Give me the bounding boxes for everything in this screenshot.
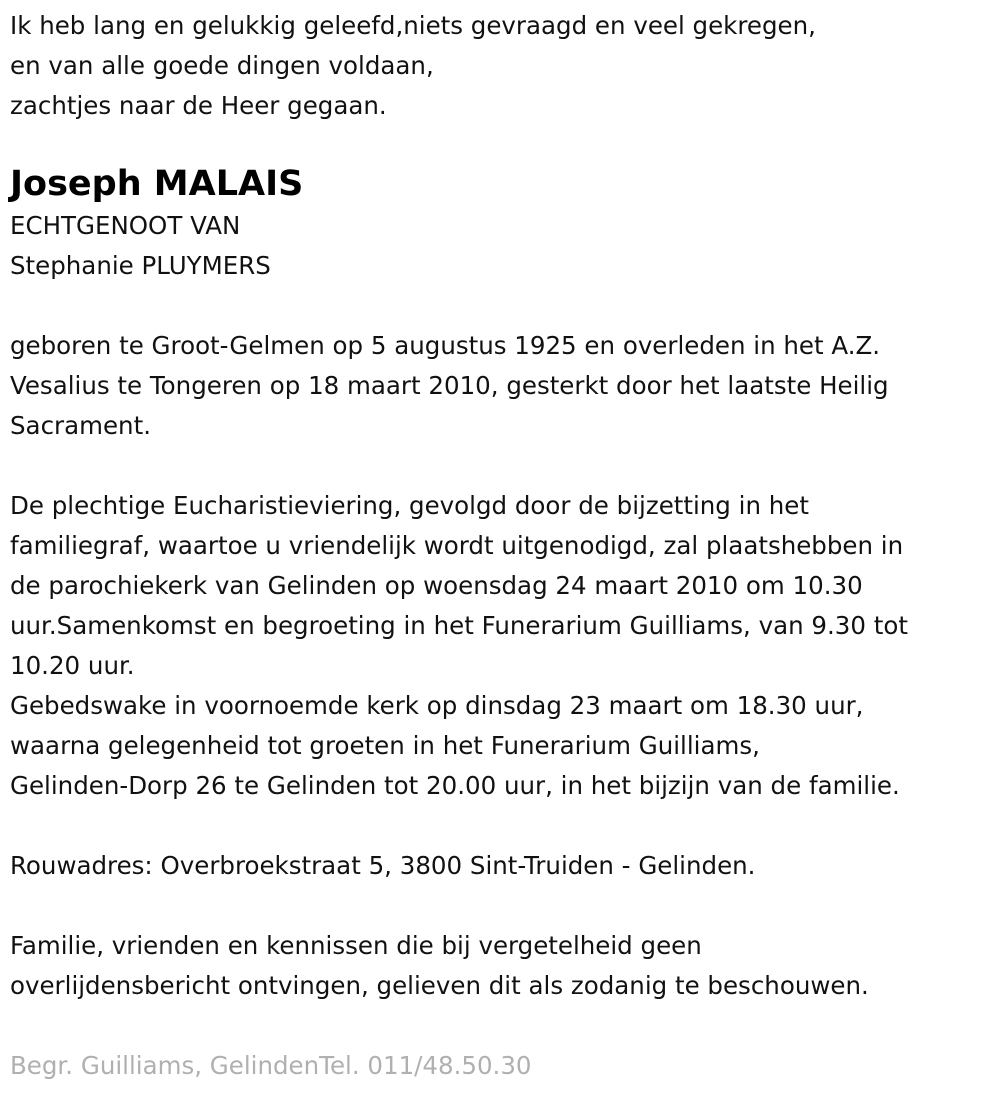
- spacer: [10, 446, 995, 486]
- spacer: [10, 1006, 995, 1046]
- paragraph-line: Gelinden-Dorp 26 te Gelinden tot 20.00 uur, in het bijzijn van de familie.: [10, 771, 900, 800]
- paragraph-line: de parochiekerk van Gelinden op woensdag 24 maart 2010 om 10.30: [10, 571, 863, 600]
- spacer: [10, 806, 995, 846]
- paragraph-line: Gebedswake in voornoemde kerk op dinsdag 23 maart om 18.30 uur,: [10, 691, 864, 720]
- deceased-name: Joseph MALAIS: [10, 164, 304, 204]
- notice-paragraph: [10, 926, 995, 1006]
- paragraph-line: familiegraf, waartoe u vriendelijk wordt uitgenodigd, zal plaatshebben in: [10, 531, 904, 560]
- spacer: [10, 886, 995, 926]
- paragraph-line: Sacrament.: [10, 411, 151, 440]
- funeral-home-footer: Begr. Guilliams, GelindenTel. 011/48.50.30: [10, 1051, 532, 1080]
- birth-death-paragraph: [10, 326, 995, 446]
- mourning-address: Rouwadres: Overbroekstraat 5, 3800 Sint-Truiden - Gelinden.: [10, 851, 756, 880]
- poem-line: zachtjes naar de Heer gegaan.: [10, 91, 387, 120]
- paragraph-line: geboren te Groot-Gelmen op 5 augustus 1925 en overleden in het A.Z.: [10, 331, 881, 360]
- paragraph-line: Familie, vrienden en kennissen die bij vergetelheid geen: [10, 931, 702, 960]
- poem-line: en van alle goede dingen voldaan,: [10, 51, 434, 80]
- paragraph-line: Vesalius te Tongeren op 18 maart 2010, gesterkt door het laatste Heilig: [10, 371, 889, 400]
- ceremony-paragraph: [10, 486, 995, 806]
- paragraph-line: De plechtige Eucharistieviering, gevolgd door de bijzetting in het: [10, 491, 809, 520]
- paragraph-line: waarna gelegenheid tot groeten in het Funerarium Guilliams,: [10, 731, 760, 760]
- relation-label: ECHTGENOOT VAN: [10, 211, 241, 240]
- paragraph-line: overlijdensbericht ontvingen, gelieven dit als zodanig te beschouwen.: [10, 971, 869, 1000]
- spacer: [10, 286, 995, 326]
- paragraph-line: uur.Samenkomst en begroeting in het Funerarium Guilliams, van 9.30 tot: [10, 611, 908, 640]
- memorial-poem: [10, 6, 995, 126]
- obituary-notice: [10, 6, 995, 1086]
- spouse-name: Stephanie PLUYMERS: [10, 251, 271, 280]
- paragraph-line: 10.20 uur.: [10, 651, 135, 680]
- poem-line: Ik heb lang en gelukkig geleefd,niets gevraagd en veel gekregen,: [10, 11, 816, 40]
